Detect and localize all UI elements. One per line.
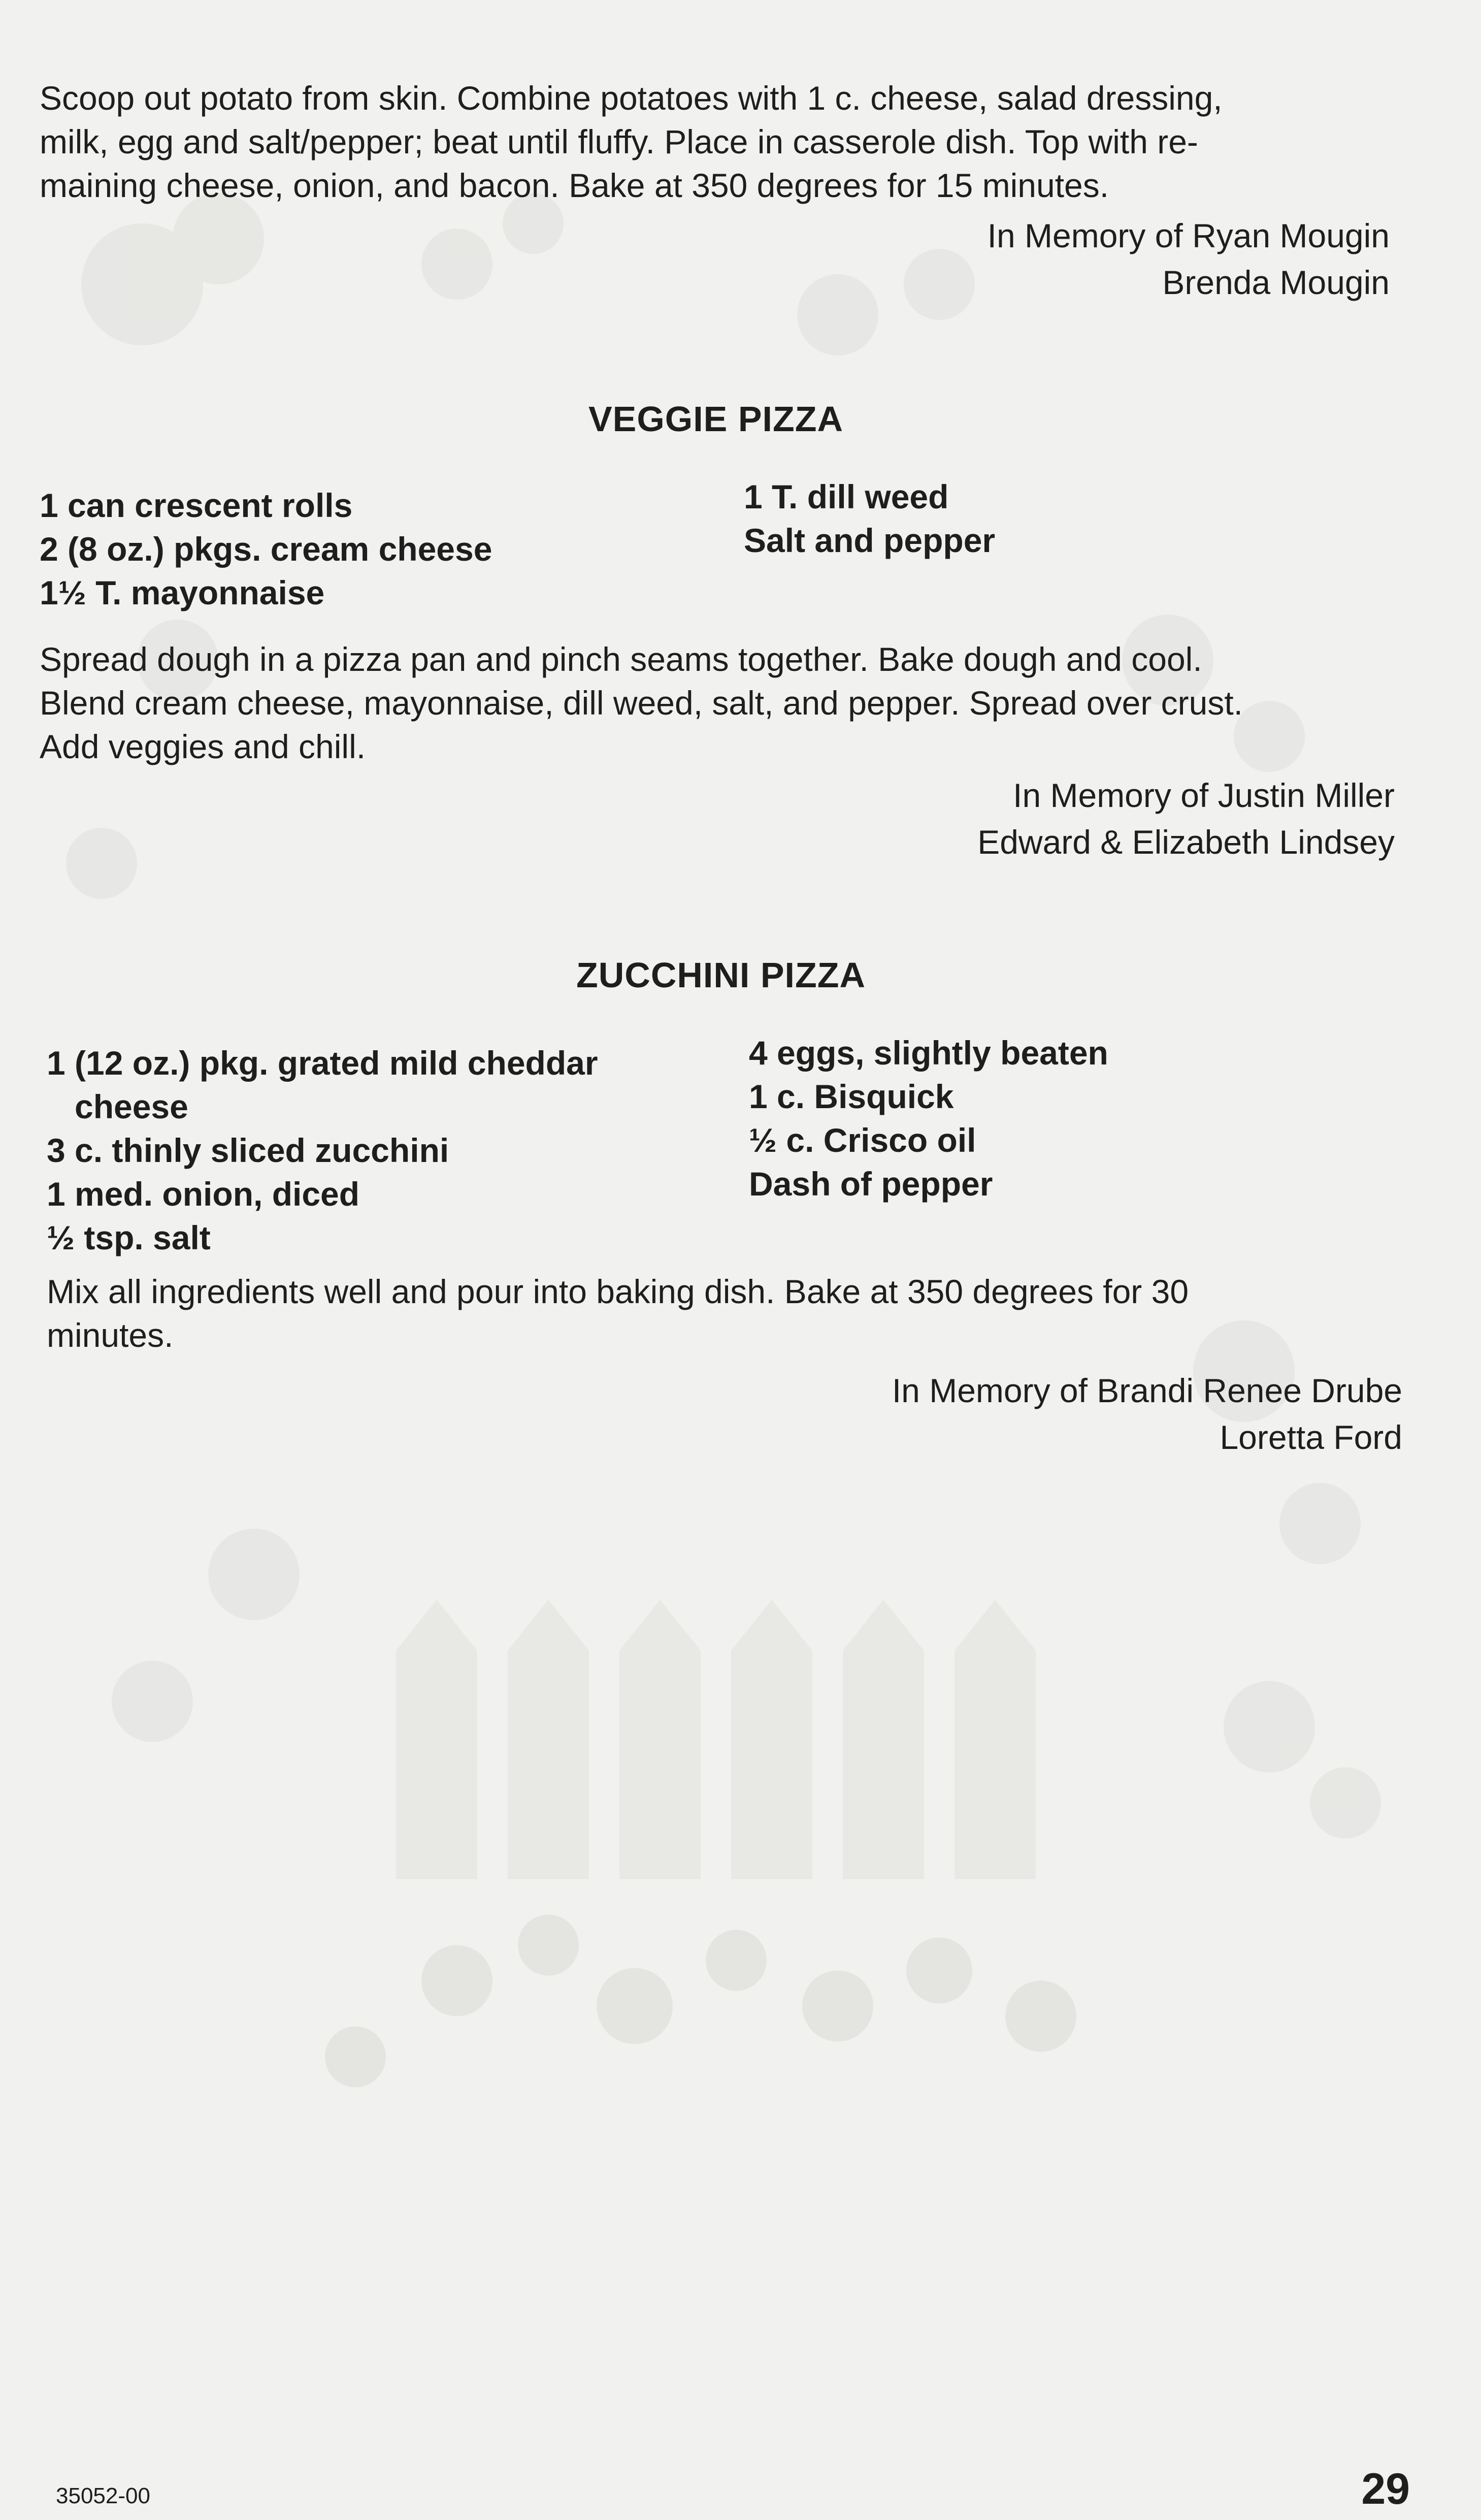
credit-memory: In Memory of Ryan Mougin xyxy=(987,217,1390,254)
ingredients-left xyxy=(40,483,492,615)
ingredient: 1½ T. mayonnaise xyxy=(40,574,325,611)
ingredient: cheese xyxy=(75,1088,188,1125)
ingredients-left xyxy=(47,1041,598,1259)
credit-author: Brenda Mougin xyxy=(1162,264,1390,301)
intro-line: Scoop out potato from skin. Combine potatoes with 1 c. cheese, salad dressing, xyxy=(40,79,1223,117)
intro-line: maining cheese, onion, and bacon. Bake at 350 degrees for 15 minutes. xyxy=(40,167,1109,204)
recipe-credit xyxy=(977,772,1395,865)
intro-directions xyxy=(40,76,1223,207)
credit-memory: In Memory of Brandi Renee Drube xyxy=(892,1372,1402,1409)
intro-line: milk, egg and salt/pepper; beat until fluffy. Place in casserole dish. Top with re- xyxy=(40,123,1198,160)
ingredient: 1 med. onion, diced xyxy=(47,1175,360,1213)
recipe-title: ZUCCHINI PIZZA xyxy=(576,955,866,995)
directions-line: Mix all ingredients well and pour into baking dish. Bake at 350 degrees for 30 xyxy=(47,1273,1189,1310)
credit-author: Loretta Ford xyxy=(1220,1418,1402,1456)
ingredient: 1 c. Bisquick xyxy=(749,1078,954,1115)
ingredient: 1 T. dill weed xyxy=(744,478,949,515)
directions-line: Add veggies and chill. xyxy=(40,728,366,765)
ingredient: 3 c. thinly sliced zucchini xyxy=(47,1132,449,1169)
intro-credit xyxy=(988,212,1390,306)
recipe-directions xyxy=(40,637,1243,768)
recipe-directions xyxy=(47,1270,1189,1357)
print-code: 35052-00 xyxy=(56,2483,150,2508)
ingredient: Salt and pepper xyxy=(744,522,996,559)
directions-line: Blend cream cheese, mayonnaise, dill weed, salt, and pepper. Spread over crust. xyxy=(40,684,1243,722)
directions-line: minutes. xyxy=(47,1316,174,1354)
ingredients-right xyxy=(749,1031,1108,1206)
credit-author: Edward & Elizabeth Lindsey xyxy=(977,823,1395,861)
recipe-title: VEGGIE PIZZA xyxy=(588,399,844,439)
credit-memory: In Memory of Justin Miller xyxy=(1013,777,1395,814)
ingredient: 2 (8 oz.) pkgs. cream cheese xyxy=(40,530,492,568)
recipe-credit xyxy=(892,1367,1402,1461)
page-number: 29 xyxy=(1361,2465,1410,2513)
ingredient: ½ c. Crisco oil xyxy=(749,1121,976,1159)
directions-line: Spread dough in a pizza pan and pinch seams together. Bake dough and cool. xyxy=(40,640,1202,678)
ingredient: ½ tsp. salt xyxy=(47,1219,211,1256)
ingredient: 4 eggs, slightly beaten xyxy=(749,1034,1108,1072)
ingredient: Dash of pepper xyxy=(749,1165,993,1203)
ingredient: 1 (12 oz.) pkg. grated mild cheddar xyxy=(47,1044,598,1082)
ingredients-right xyxy=(744,475,995,562)
ingredient: 1 can crescent rolls xyxy=(40,487,353,524)
